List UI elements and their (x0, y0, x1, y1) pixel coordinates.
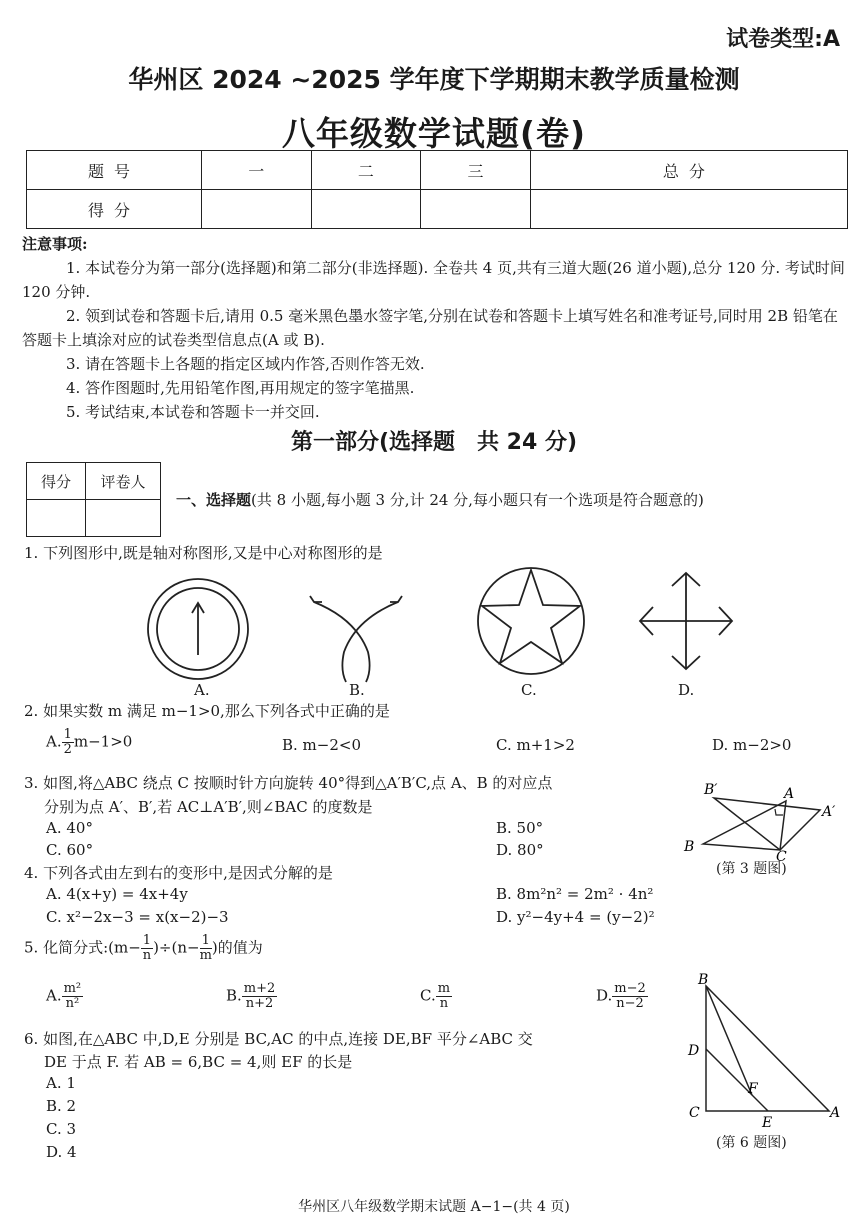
q5-option-a-fraction (62, 982, 84, 1011)
fraction-numerator: m (437, 981, 451, 996)
q2-option-a-label: A. (46, 732, 62, 751)
q3-stem-line1: 3. 如图,将△ABC 绕点 C 按顺时针方向旋转 40°得到△A′B′C,点 A、B 的对应点 (24, 774, 553, 792)
q4-option-a: A. 4(x+y) = 4x+4y (46, 885, 188, 903)
fraction-denominator: n+2 (245, 996, 274, 1011)
q6-label-f: F (748, 1081, 758, 1097)
q1-option-b: B. (349, 681, 365, 699)
q6-option-c: C. 3 (46, 1120, 77, 1138)
exam-subtitle: 八年级数学试题(卷) (281, 114, 587, 153)
q3-label-b-prime: B′ (704, 782, 718, 798)
q1-figure-b (306, 574, 406, 684)
q5-fraction-2 (200, 934, 212, 963)
q5-option-b (226, 982, 277, 1011)
q5-stem-pre: 5. 化简分式:(m− (24, 938, 141, 957)
grader-name-label: 评卷人 (86, 463, 161, 500)
q6-figure (684, 972, 844, 1131)
score-table (26, 150, 848, 229)
fraction-denominator: n (142, 948, 152, 963)
grader-table (26, 462, 161, 537)
fraction-numerator: 1 (200, 934, 212, 949)
q3-label-b: B (684, 839, 695, 855)
note-item: 2. 领到试卷和答题卡后,请用 0.5 毫米黑色墨水签字笔,分别在试卷和答题卡上填写姓名和准考证号,同时用 2B 铅笔在答题卡上填涂对应的试卷类型信息点(A 或 B). (22, 307, 838, 349)
q3-label-a-prime: A′ (822, 804, 836, 820)
q3-stem-line2: 分别为点 A′、B′,若 AC⊥A′B′,则∠BAC 的度数是 (44, 798, 373, 816)
score-cell (530, 190, 847, 229)
q6-label-a: A (830, 1105, 841, 1121)
q1-figure-c (476, 566, 586, 676)
fraction-numerator: m−2 (614, 981, 646, 996)
score-cell (202, 190, 312, 229)
q3-label-c: C (776, 849, 787, 865)
section1-label: 一、选择题 (176, 491, 252, 509)
q6-stem-line2: DE 于点 F. 若 AB = 6,BC = 4,则 EF 的长是 (44, 1053, 353, 1071)
q4-option-d: D. y²−4y+4 = (y−2)² (496, 908, 655, 926)
q5-option-c-label: C. (420, 986, 436, 1005)
fraction-numerator: m² (63, 981, 82, 996)
q6-option-b: B. 2 (46, 1097, 77, 1115)
q4-option-b: B. 8m²n² = 2m² · 4n² (496, 885, 654, 903)
q3-caption: (第 3 题图) (716, 861, 787, 877)
score-cell (311, 190, 421, 229)
note-item: 1. 本试卷分为第一部分(选择题)和第二部分(非选择题). 全卷共 4 页,共有三道大题(26 道小题),总分 120 分. 考试时间 120 分钟. (22, 259, 845, 301)
q5-option-b-fraction (242, 982, 278, 1011)
q5-option-d (596, 982, 648, 1011)
fraction-denominator: n (439, 996, 449, 1011)
q5-stem-mid: )÷(n− (153, 938, 200, 957)
q4-stem: 4. 下列各式由左到右的变形中,是因式分解的是 (24, 864, 333, 882)
q6-option-d: D. 4 (46, 1143, 77, 1161)
q6-label-b: B (698, 972, 709, 988)
notes-heading: 注意事项: (22, 235, 88, 253)
grader-score-cell (27, 500, 86, 537)
note-item: 5. 考试结束,本试卷和答题卡一并交回. (66, 403, 320, 421)
q6-label-e: E (762, 1115, 773, 1131)
q6-stem-line1: 6. 如图,在△ABC 中,D,E 分别是 BC,AC 的中点,连接 DE,BF 平分∠ABC 交 (24, 1030, 533, 1048)
grader-name-cell (86, 500, 161, 537)
fraction-denominator: n² (65, 996, 80, 1011)
q3-figure (678, 782, 848, 865)
q3-option-b: B. 50° (496, 819, 544, 837)
score-table-row-label: 得分 (27, 190, 202, 229)
q6-label-d: D (688, 1043, 700, 1059)
q4-option-c: C. x²−2x−3 = x(x−2)−3 (46, 908, 229, 926)
q5-fraction-1 (141, 934, 153, 963)
score-table-header-total: 总分 (530, 151, 847, 190)
q2-option-d: D. m−2>0 (712, 736, 792, 754)
q1-figure-d (636, 570, 736, 672)
q5-option-b-label: B. (226, 986, 242, 1005)
section1-heading (176, 489, 704, 510)
grader-score-label: 得分 (27, 463, 86, 500)
q1-stem: 1. 下列图形中,既是轴对称图形,又是中心对称图形的是 (24, 544, 383, 562)
notes (22, 232, 848, 424)
exam-title: 华州区 2024 ~2025 学年度下学期期末教学质量检测 (128, 65, 740, 94)
q1-option-d: D. (678, 681, 695, 699)
q6-caption: (第 6 题图) (716, 1135, 787, 1151)
score-table-header-part1: 一 (202, 151, 312, 190)
q5-option-d-fraction (612, 982, 648, 1011)
q2-option-b: B. m−2<0 (282, 736, 362, 754)
q3-label-a: A (784, 786, 795, 802)
paper-type: 试卷类型:A (726, 27, 840, 52)
q5-option-c-fraction (436, 982, 452, 1011)
q5-option-a (46, 982, 83, 1011)
section1-desc: (共 8 小题,每小题 3 分,计 24 分,每小题只有一个选项是符合题意的) (251, 491, 704, 509)
q5-stem-post: )的值为 (211, 938, 263, 957)
score-table-header-question: 题号 (27, 151, 202, 190)
q3-option-a: A. 40° (46, 819, 93, 837)
q1-option-a: A. (194, 681, 210, 699)
score-table-header-part3: 三 (421, 151, 531, 190)
q5-stem (24, 934, 263, 963)
fraction-numerator: m+2 (243, 981, 276, 996)
q2-fraction (62, 728, 74, 757)
q2-stem: 2. 如果实数 m 满足 m−1>0,那么下列各式中正确的是 (24, 702, 390, 720)
part1-title: 第一部分(选择题 共 24 分) (290, 430, 578, 455)
q1-option-c: C. (521, 681, 537, 699)
q2-option-a (46, 728, 132, 757)
note-item: 4. 答作图题时,先用铅笔作图,再用规定的签字笔描黑. (66, 379, 415, 397)
fraction-denominator: 2 (63, 742, 72, 757)
q3-option-c: C. 60° (46, 841, 94, 859)
page-footer: 华州区八年级数学期末试题 A−1−(共 4 页) (298, 1199, 570, 1215)
q6-label-c: C (689, 1105, 700, 1121)
fraction-denominator: m (199, 948, 212, 963)
q6-option-a: A. 1 (46, 1074, 76, 1092)
q2-option-c: C. m+1>2 (496, 736, 575, 754)
q5-option-d-label: D. (596, 986, 613, 1005)
q5-option-c (420, 982, 452, 1011)
fraction-numerator: 1 (142, 933, 152, 948)
q3-option-d: D. 80° (496, 841, 544, 859)
score-cell (421, 190, 531, 229)
fraction-numerator: 1 (63, 727, 72, 742)
q1-figure-a (146, 577, 250, 681)
q5-option-a-label: A. (46, 986, 62, 1005)
score-table-header-part2: 二 (311, 151, 421, 190)
q2-option-a-rest: m−1>0 (73, 732, 133, 751)
note-item: 3. 请在答题卡上各题的指定区域内作答,否则作答无效. (66, 355, 425, 373)
fraction-denominator: n−2 (616, 996, 644, 1011)
